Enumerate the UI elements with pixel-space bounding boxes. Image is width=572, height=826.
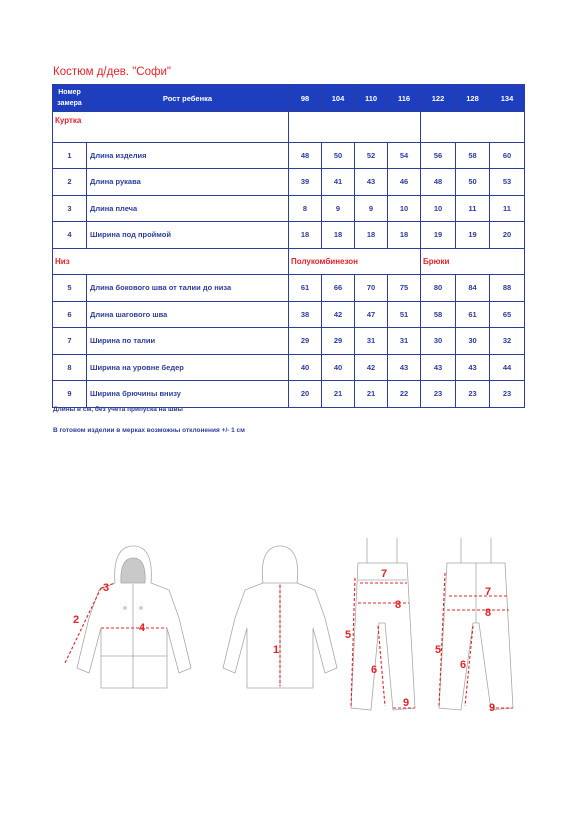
size-value: 32 (490, 328, 525, 355)
note-units: Длины в см, без учета припуска на швы (53, 406, 183, 413)
measure-number: 4 (53, 222, 87, 249)
measure-label: Длина изделия (87, 142, 289, 169)
size-value: 19 (421, 222, 456, 249)
size-value: 88 (490, 275, 525, 302)
size-value: 40 (322, 354, 355, 381)
header-row (53, 85, 525, 112)
size-value: 58 (421, 301, 456, 328)
size-value: 22 (388, 381, 421, 408)
size-header: 104 (322, 85, 355, 112)
measure-label-2: 2 (73, 614, 80, 626)
size-value: 65 (490, 301, 525, 328)
size-value: 18 (388, 222, 421, 249)
measure-number-header-line2: замера (57, 100, 82, 107)
size-value: 42 (355, 354, 388, 381)
size-value: 75 (388, 275, 421, 302)
size-header: 134 (490, 85, 525, 112)
table-row (53, 301, 525, 328)
size-value: 23 (421, 381, 456, 408)
table-row (53, 381, 525, 408)
measure-label-4: 4 (139, 622, 146, 634)
size-value: 18 (355, 222, 388, 249)
size-value: 51 (388, 301, 421, 328)
table-row (53, 195, 525, 222)
section-label-bottom: Низ (53, 248, 289, 275)
measure-number: 1 (53, 142, 87, 169)
overall-sketch (351, 538, 415, 710)
size-value: 43 (355, 169, 388, 196)
measure-label-5a: 5 (345, 629, 352, 641)
measure-number: 9 (53, 381, 87, 408)
size-value: 66 (322, 275, 355, 302)
size-value: 9 (355, 195, 388, 222)
measure-label: Длина рукава (87, 169, 289, 196)
size-value: 44 (490, 354, 525, 381)
measure-number: 3 (53, 195, 87, 222)
measure-label: Длина шагового шва (87, 301, 289, 328)
measure-number: 7 (53, 328, 87, 355)
size-value: 46 (388, 169, 421, 196)
size-value: 40 (289, 354, 322, 381)
section-row-jacket (53, 112, 525, 143)
size-value: 41 (322, 169, 355, 196)
table-row (53, 222, 525, 249)
size-value: 43 (421, 354, 456, 381)
size-value: 9 (322, 195, 355, 222)
size-value: 31 (355, 328, 388, 355)
measure-label-9b: 9 (489, 702, 496, 714)
size-value: 39 (289, 169, 322, 196)
measure-label: Длина плеча (87, 195, 289, 222)
size-value: 42 (322, 301, 355, 328)
garment-diagram (55, 528, 525, 723)
size-value: 48 (289, 142, 322, 169)
size-value: 52 (355, 142, 388, 169)
measure-number-header-line1: Номер (58, 89, 81, 96)
note-tolerance: В готовом изделии в мерках возможны отклонения +/- 1 см (53, 427, 245, 434)
table-row (53, 275, 525, 302)
size-value: 61 (289, 275, 322, 302)
size-value: 11 (490, 195, 525, 222)
size-value: 58 (456, 142, 490, 169)
size-value: 50 (322, 142, 355, 169)
measure-label-1: 1 (273, 644, 280, 656)
size-value: 53 (490, 169, 525, 196)
size-value: 23 (456, 381, 490, 408)
page-title: Костюм д/дев. "Софи" (53, 66, 171, 78)
table-row (53, 169, 525, 196)
section-row-bottom (53, 248, 525, 275)
measure-label: Ширина по талии (87, 328, 289, 355)
measure-label: Ширина на уровне бедер (87, 354, 289, 381)
measure-number-header (53, 85, 87, 112)
size-value: 50 (456, 169, 490, 196)
measure-label-6a: 6 (371, 664, 378, 676)
size-value: 31 (388, 328, 421, 355)
size-value: 43 (456, 354, 490, 381)
table-row (53, 354, 525, 381)
size-value: 54 (388, 142, 421, 169)
size-value: 29 (289, 328, 322, 355)
measure-number: 8 (53, 354, 87, 381)
size-value: 20 (289, 381, 322, 408)
measure-label-7a: 7 (381, 568, 388, 580)
measure-label: Ширина под проймой (87, 222, 289, 249)
size-value: 29 (322, 328, 355, 355)
size-header: 110 (355, 85, 388, 112)
section-cell (289, 112, 421, 143)
size-header: 122 (421, 85, 456, 112)
measure-label: Ширина брючины внизу (87, 381, 289, 408)
section-label-pants: Брюки (421, 248, 525, 275)
size-value: 30 (456, 328, 490, 355)
table-row (53, 142, 525, 169)
size-value: 60 (490, 142, 525, 169)
size-value: 18 (322, 222, 355, 249)
size-value: 30 (421, 328, 456, 355)
size-value: 20 (490, 222, 525, 249)
size-header: 98 (289, 85, 322, 112)
size-value: 56 (421, 142, 456, 169)
section-label-overall: Полукомбинезон (289, 248, 421, 275)
measure-label-9a: 9 (403, 697, 410, 709)
measure-number: 6 (53, 301, 87, 328)
measure-number: 5 (53, 275, 87, 302)
size-value: 11 (456, 195, 490, 222)
section-cell (421, 112, 525, 143)
measure-label-8b: 8 (485, 607, 492, 619)
size-value: 48 (421, 169, 456, 196)
section-label-jacket: Куртка (53, 112, 289, 143)
measure-label: Длина бокового шва от талии до низа (87, 275, 289, 302)
measure-label-7b: 7 (485, 586, 492, 598)
size-value: 47 (355, 301, 388, 328)
measure-label-3: 3 (103, 582, 110, 594)
size-value: 21 (355, 381, 388, 408)
measure-label-6b: 6 (460, 659, 467, 671)
size-value: 70 (355, 275, 388, 302)
size-value: 80 (421, 275, 456, 302)
jacket-front-sketch (77, 546, 191, 688)
measure-label-8a: 8 (395, 599, 402, 611)
measure-label-5b: 5 (435, 644, 442, 656)
size-value: 43 (388, 354, 421, 381)
size-header: 128 (456, 85, 490, 112)
size-value: 21 (322, 381, 355, 408)
measure-number: 2 (53, 169, 87, 196)
size-value: 23 (490, 381, 525, 408)
size-table (52, 84, 525, 408)
height-header: Рост ребенка (87, 85, 289, 112)
size-value: 19 (456, 222, 490, 249)
size-value: 84 (456, 275, 490, 302)
size-value: 8 (289, 195, 322, 222)
size-value: 38 (289, 301, 322, 328)
size-header: 116 (388, 85, 421, 112)
size-value: 10 (388, 195, 421, 222)
pants-sketch (439, 538, 513, 710)
table-row (53, 328, 525, 355)
size-value: 61 (456, 301, 490, 328)
size-value: 10 (421, 195, 456, 222)
size-value: 18 (289, 222, 322, 249)
